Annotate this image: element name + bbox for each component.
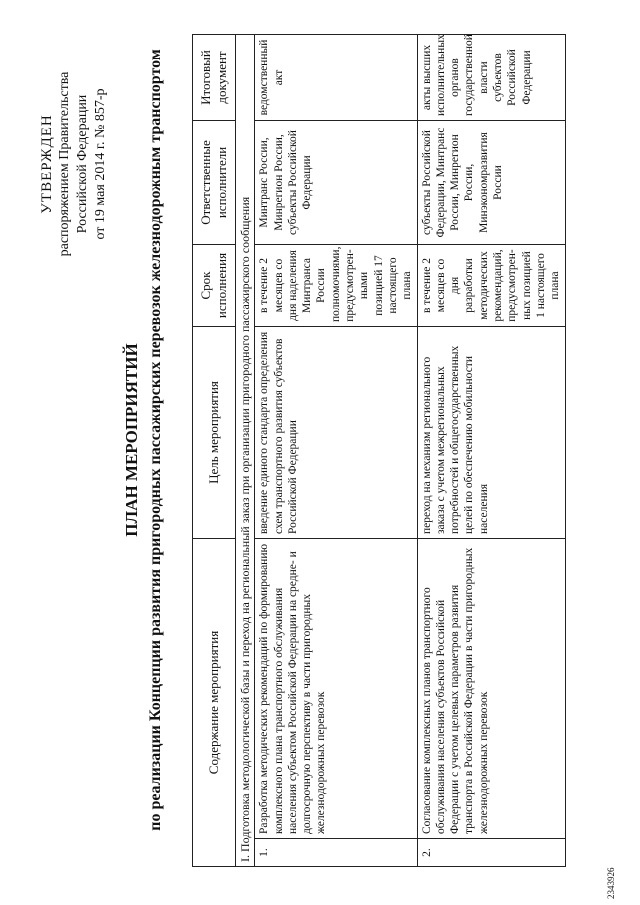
plan-table [192,34,566,867]
approval-heading: УТВЕРЖДЕН [39,114,55,214]
document-title [120,35,168,845]
row-goal: введение единого стандарта определения схем транспортного развития субъектов Российской Федерации [255,327,417,539]
section-row [236,35,255,867]
header-content: Содержание мероприятия [193,539,236,867]
row-number: 1. [255,839,417,867]
row-content: Разработка методических рекомендаций по формированию комплексного плана транспортного обслуживания населения субъектом Российской Федерации на средне- и долгосрочную перспективу в части пригородных железнодорожных перевозок [255,539,417,839]
header-term: Срок исполнения [193,245,236,327]
title-line-1: ПЛАН МЕРОПРИЯТИЙ [122,343,141,537]
row-content: Согласование комплексных планов транспортного обслуживания населения субъектов Российской Федерации с учетом целевых параметров развития транспорта в Российской Федерации в части пригородных железнодорожных перевозок [417,539,565,839]
row-term: в течение 2 месяцев со дня разработки методических рекомендаций, предусмотрен-ных позицией 1 настоящего плана [417,245,565,327]
table-row [417,35,565,867]
header-goal: Цель мероприятия [193,327,236,539]
header-document: Итоговый документ [193,35,236,121]
header-executors: Ответственные исполнители [193,121,236,245]
approval-line-1: распоряжением Правительства [57,71,72,257]
section-title: I. Подготовка методологической базы и переход на региональный заказ при организации пригородного пассажирского сообщения [236,35,255,867]
table-row [255,35,417,867]
approval-line-2: Российской Федерации [75,94,90,234]
row-document: акты высших исполнительных органов государственной власти субъектов Российской Федерации [417,35,565,121]
document-id: 2343926 [606,867,616,899]
approval-line-3: от 19 мая 2014 г. № 857-р [93,88,108,240]
row-goal: переход на механизм регионального заказа с учетом межрегиональных потребностей и общегосударственных целей по обеспечению мобильности населения [417,327,565,539]
row-number: 2. [417,839,565,867]
row-executors: субъекты Российской Федерации, Минтранс России, Минрегион России, Минэкономразвития России [417,121,565,245]
title-line-2: по реализации Концепции развития пригородных пассажирских перевозок железнодорожным транспортом [147,49,164,831]
row-executors: Минтранс России, Минрегион России, субъекты Российской Федерации [255,121,417,245]
approval-block [38,29,110,299]
row-term: в течение 2 месяцев со дня наделения Минтранса России полномочиями, предусмотрен-ными позицией 17 настоящего плана [255,245,417,327]
table-header-row [193,35,236,867]
row-document: ведомственный акт [255,35,417,121]
